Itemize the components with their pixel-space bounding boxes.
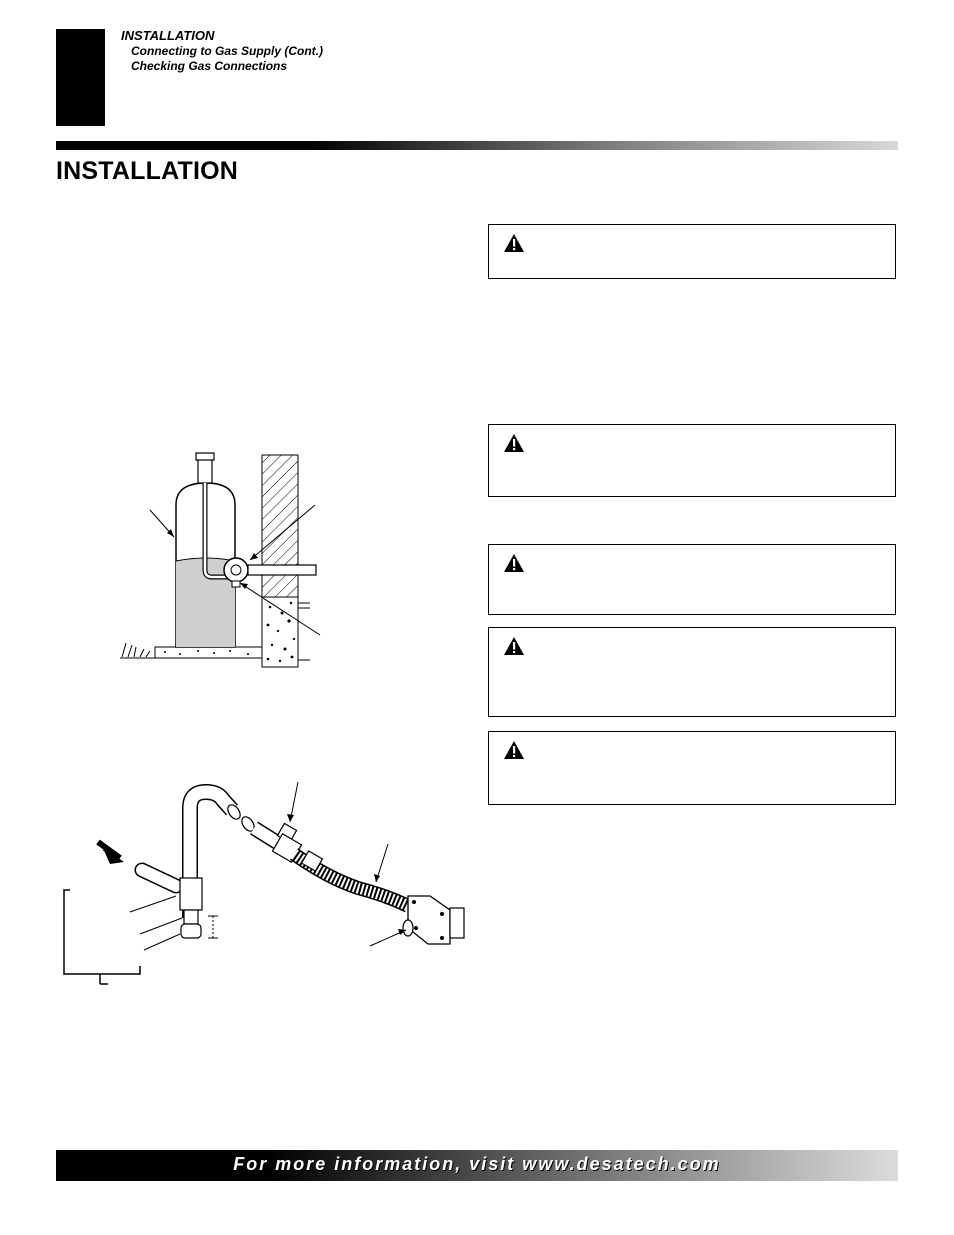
propane-tank-figure (110, 445, 330, 675)
warning-triangle-icon (503, 740, 525, 760)
cap (181, 924, 201, 938)
warning-triangle-icon (503, 636, 525, 656)
tee-fitting (180, 878, 202, 910)
concrete-pad (155, 647, 262, 658)
header-subtopic-checking: Checking Gas Connections (131, 59, 288, 73)
warning-box (488, 224, 896, 279)
page-title: INSTALLATION (56, 157, 239, 185)
warning-box (488, 424, 896, 497)
regulator-vent (232, 581, 240, 587)
section-tab-block (56, 29, 105, 126)
gas-connection-figure (58, 778, 468, 988)
footer-bar (56, 1150, 898, 1181)
tank-valve (198, 459, 212, 483)
header-subtopic-connecting: Connecting to Gas Supply (Cont.) (131, 44, 323, 58)
nipple (184, 910, 198, 924)
footer-website-text: For more information, visit www.desatech.com (233, 1154, 721, 1174)
grass (122, 643, 150, 657)
warning-box (488, 627, 896, 717)
warning-box (488, 544, 896, 615)
header-section-title: INSTALLATION (121, 28, 215, 43)
warning-triangle-icon (503, 553, 525, 573)
supply-pipe (248, 565, 316, 575)
wall-section (262, 455, 298, 597)
warning-box (488, 731, 896, 805)
sediment-trap-bracket (64, 890, 140, 974)
warning-triangle-icon (503, 233, 525, 253)
warning-triangle-icon (503, 433, 525, 453)
header-gradient-rule (56, 141, 898, 150)
